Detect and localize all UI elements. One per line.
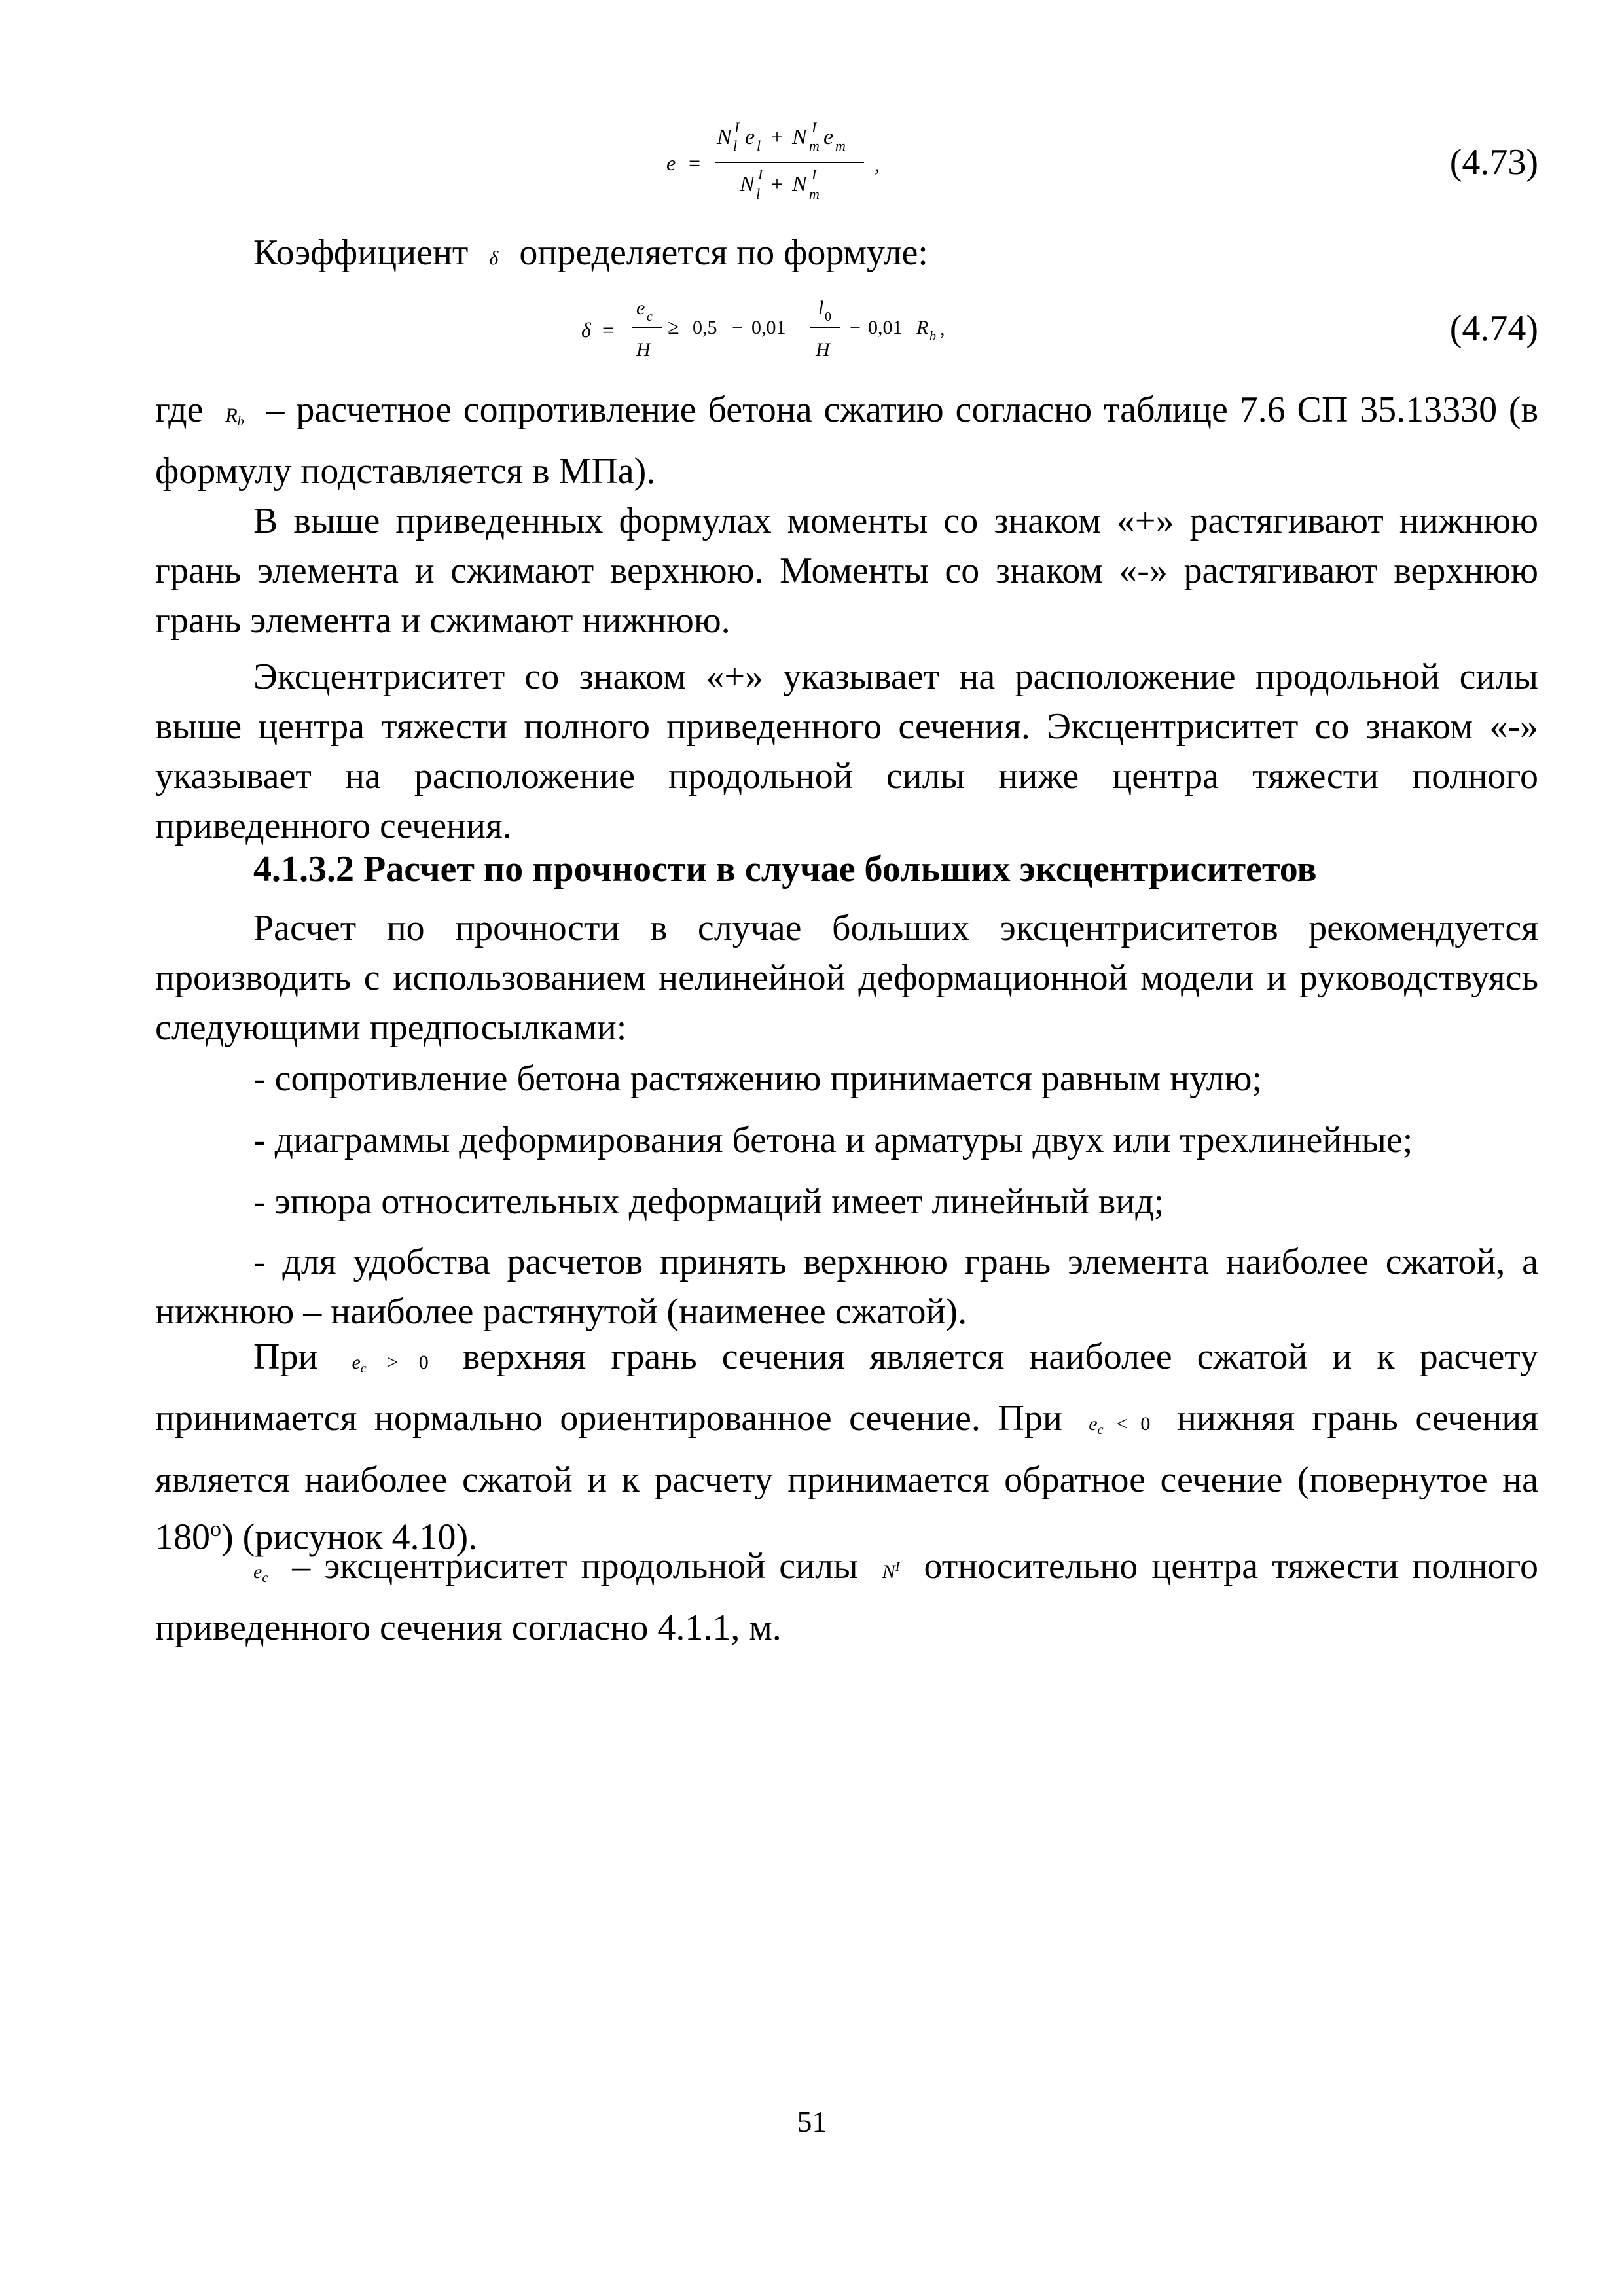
f474-eq: = — [602, 318, 615, 342]
f474-frac2-num: l — [818, 297, 824, 319]
orientation-paragraph — [155, 1332, 1538, 1562]
f473-den-b: N — [792, 172, 807, 196]
f473-num-d-sub: m — [835, 137, 846, 154]
f473-den-a-sub: l — [756, 186, 761, 202]
ec-symbol: $e_c$ — [253, 1561, 268, 1585]
formula-4-74 — [576, 288, 1008, 380]
where-text: – расчетное сопротивление бетона сжатию согласно таблице 7.6 СП 35.13330 (в формулу подставляется в МПа). — [155, 389, 1539, 492]
f474-comma: , — [940, 318, 945, 340]
f473-num-a-sub: l — [733, 137, 738, 154]
ec-negative-condition: $e_c < 0$ — [1089, 1413, 1151, 1437]
equation-number-4-73: (4.73) — [1449, 142, 1538, 183]
f474-frac1-num: e — [636, 297, 645, 319]
pri-text-3: нижняя грань сечения является наиболее сжатой и к расчету принимается обратное сечение (повернутое на 180 — [155, 1398, 1539, 1558]
coefficient-line — [155, 228, 1538, 283]
f474-frac1-den: H — [636, 339, 651, 361]
f473-num-a-sup: I — [734, 119, 740, 135]
page-number: 51 — [797, 2105, 827, 2138]
where-prefix: где — [155, 389, 204, 430]
f473-den-b-sup: I — [812, 166, 817, 183]
f473-num-c-sup: I — [812, 119, 817, 135]
where-rb-paragraph — [155, 385, 1538, 496]
f473-num-b: e — [745, 125, 755, 149]
ec-definition-paragraph — [155, 1541, 1538, 1653]
eccentricity-sign-paragraph: Эксцентриситет со знаком «+» указывает на расположение продольной силы выше центра тяжести полного приведенного сечения. Эксцентриситет со знаком «-» указывает на расположение продольной силы ниже центра тяжести полного приведенного сечения. — [155, 656, 1538, 846]
f474-rb-sub: b — [929, 329, 936, 344]
f474-frac2-den: H — [816, 339, 830, 361]
ec-text-2: относительно центра тяжести полного приведенного сечения согласно 4.1.1, м. — [155, 1546, 1538, 1648]
delta-symbol: δ — [489, 247, 499, 269]
pri-text-4: ) (рисунок 4.10). — [221, 1516, 478, 1558]
rb-symbol: $R_b$ — [225, 404, 244, 429]
pri-text-2: верхняя грань сечения является наиболее сжатой и к расчету принимается нормально ориентированное сечение. При — [155, 1336, 1539, 1439]
f473-lhs: e — [666, 151, 676, 175]
assumption-item-1: - сопротивление бетона растяжению принимается равным нулю; — [253, 1058, 1263, 1099]
f474-frac1-num-sub: c — [647, 310, 653, 324]
f474-const2: 0,01 — [751, 317, 786, 338]
f474-minus1: − — [732, 317, 743, 338]
f474-const1: 0,5 — [693, 317, 717, 338]
moments-paragraph: В выше приведенных формулах моменты со знаком «+» растягивают нижнюю грань элемента и сжимают верхнюю. Моменты со знаком «-» растягивают верхнюю грань элемента и сжимают нижнюю. — [155, 501, 1538, 641]
ec-positive-condition: $e_c > 0$ — [352, 1352, 429, 1376]
f473-num-c: N — [792, 125, 807, 149]
equation-number-4-74: (4.74) — [1449, 308, 1538, 349]
force-symbol: $N^I$ — [882, 1560, 900, 1583]
assumption-item-3: - эпюра относительных деформаций имеет линейный вид; — [253, 1181, 1164, 1222]
f474-rb: R — [916, 317, 929, 338]
assumption-item-4: - для удобства расчетов принять верхнюю грань элемента наиболее сжатой, а нижнюю – наиболее растянутой (наименее сжатой). — [155, 1242, 1538, 1332]
f473-den-a: N — [740, 172, 755, 196]
f474-const3: 0,01 — [868, 317, 903, 338]
f473-num-plus: + — [771, 125, 784, 149]
degree-sign: о — [210, 1517, 221, 1541]
formula-4-73 — [655, 118, 929, 216]
coef-prefix: Коэффициент — [253, 232, 469, 273]
ec-text-1: – эксцентриситет продольной силы — [292, 1546, 858, 1587]
f473-comma: , — [875, 152, 880, 176]
section-heading: 4.1.3.2 Расчет по прочности в случае больших эксцентриситетов — [253, 849, 1317, 889]
coef-suffix: определяется по формуле: — [519, 232, 928, 273]
f473-num-a: N — [717, 125, 732, 149]
f473-num-d: e — [823, 125, 834, 149]
f473-num-b-sub: l — [757, 137, 761, 154]
f473-den-b-sub: m — [809, 186, 820, 202]
assumption-item-2: - диаграммы деформирования бетона и арматуры двух или трехлинейные; — [253, 1120, 1413, 1160]
f473-den-a-sup: I — [758, 166, 763, 183]
f473-num-c-sub: m — [809, 137, 820, 154]
f474-frac2-num-sub: 0 — [825, 310, 831, 324]
f474-ge: ≥ — [668, 315, 679, 338]
f474-lhs: δ — [581, 318, 591, 342]
calculation-paragraph: Расчет по прочности в случае больших эксцентриситетов рекомендуется производить с использованием нелинейной деформационной модели и руководствуясь следующими предпосылками: — [155, 908, 1538, 1048]
f473-den-plus: + — [771, 172, 784, 196]
pri-text-1: При — [253, 1336, 318, 1377]
f473-eq: = — [689, 151, 701, 175]
f474-minus2: − — [850, 317, 861, 338]
